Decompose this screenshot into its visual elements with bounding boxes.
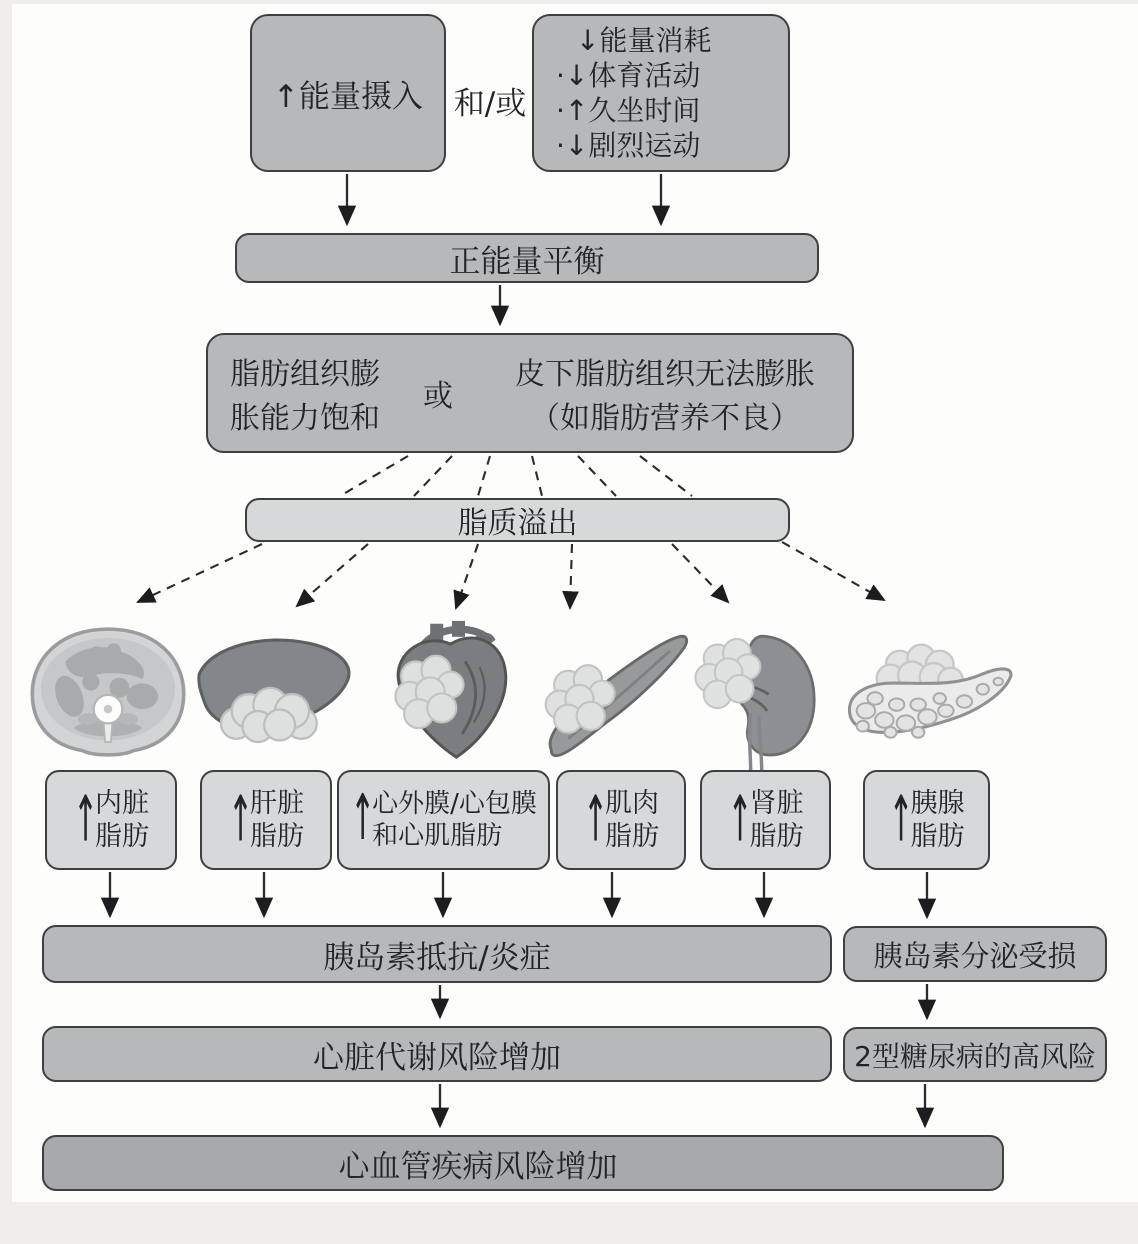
muscle-fat-label: 肌肉 脂肪 (605, 788, 659, 852)
up-arrow-icon: ↑ (73, 783, 99, 857)
expenditure-header: ↓能量消耗 (576, 24, 712, 57)
insulin-resistance-bar (42, 925, 832, 983)
liver-fat-box (200, 770, 332, 870)
positive-energy-balance-bar (235, 233, 819, 283)
up-arrow-icon: ↑ (350, 782, 376, 856)
kidney-fat-box (700, 770, 831, 870)
lipid-spillover-bar (245, 498, 790, 542)
up-arrow-icon: ↑ (888, 783, 914, 857)
muscle-fat-box (556, 770, 686, 870)
liver-icon (190, 630, 360, 755)
cardiovascular-risk-bar (42, 1135, 1004, 1191)
type2-diabetes-risk-box (843, 1027, 1107, 1082)
and-or-label: 和/或 (453, 86, 527, 122)
type2-diabetes-risk-label: 2型糖尿病的高风险 (854, 1039, 1096, 1073)
epicardial-fat-box (337, 770, 550, 870)
muscle-icon (540, 628, 695, 763)
pancreas-fat-box (863, 770, 990, 870)
lipid-spillover-label: 脂质溢出 (457, 506, 578, 541)
visceral-fat-label: 内脏 脂肪 (95, 788, 149, 852)
heart-icon (378, 618, 523, 763)
up-arrow-icon: ↑ (583, 783, 609, 857)
energy-intake-box (250, 14, 446, 172)
expansion-unable-text: 皮下脂肪组织无法膨胀 （如脂肪营养不良） (515, 357, 815, 436)
cardiometabolic-risk-label: 心脏代谢风险增加 (313, 1039, 561, 1076)
impaired-insulin-secretion-label: 胰岛素分泌受损 (873, 938, 1077, 973)
insulin-resistance-label: 胰岛素抵抗/炎症 (323, 939, 551, 976)
cardiovascular-risk-label: 心血管疾病风险增加 (338, 1148, 618, 1185)
expansion-or-label: 或 (423, 379, 453, 414)
energy-expenditure-box (532, 14, 790, 172)
visceral-fat-box (45, 770, 177, 870)
up-arrow-icon: ↑ (228, 783, 254, 857)
up-arrow-icon: ↑ (727, 783, 753, 857)
expenditure-item: ·↑久坐时间 (556, 94, 701, 127)
pancreas-icon (838, 640, 1023, 760)
epicardial-fat-label: 心外膜/心包膜 和心肌脂肪 (372, 789, 537, 851)
expenditure-item: ·↓体育活动 (556, 59, 701, 92)
expansion-saturated-text: 脂肪组织膨 胀能力饱和 (230, 357, 380, 436)
kidney-fat-label: 肾脏 脂肪 (749, 788, 804, 852)
expenditure-item: ·↓剧烈运动 (556, 129, 701, 162)
liver-fat-label: 肝脏 脂肪 (250, 788, 304, 852)
kidney-icon (688, 628, 823, 773)
pancreas-fat-label: 胰腺 脂肪 (910, 788, 965, 852)
abdomen-ct-icon (22, 622, 194, 762)
cardiometabolic-risk-bar (42, 1026, 832, 1082)
positive-energy-balance-label: 正能量平衡 (449, 243, 605, 280)
adipose-expansion-box (206, 333, 854, 453)
energy-intake-label: ↑能量摄入 (273, 78, 423, 115)
impaired-insulin-secretion-box (843, 926, 1107, 982)
paper-background (12, 4, 1138, 1202)
